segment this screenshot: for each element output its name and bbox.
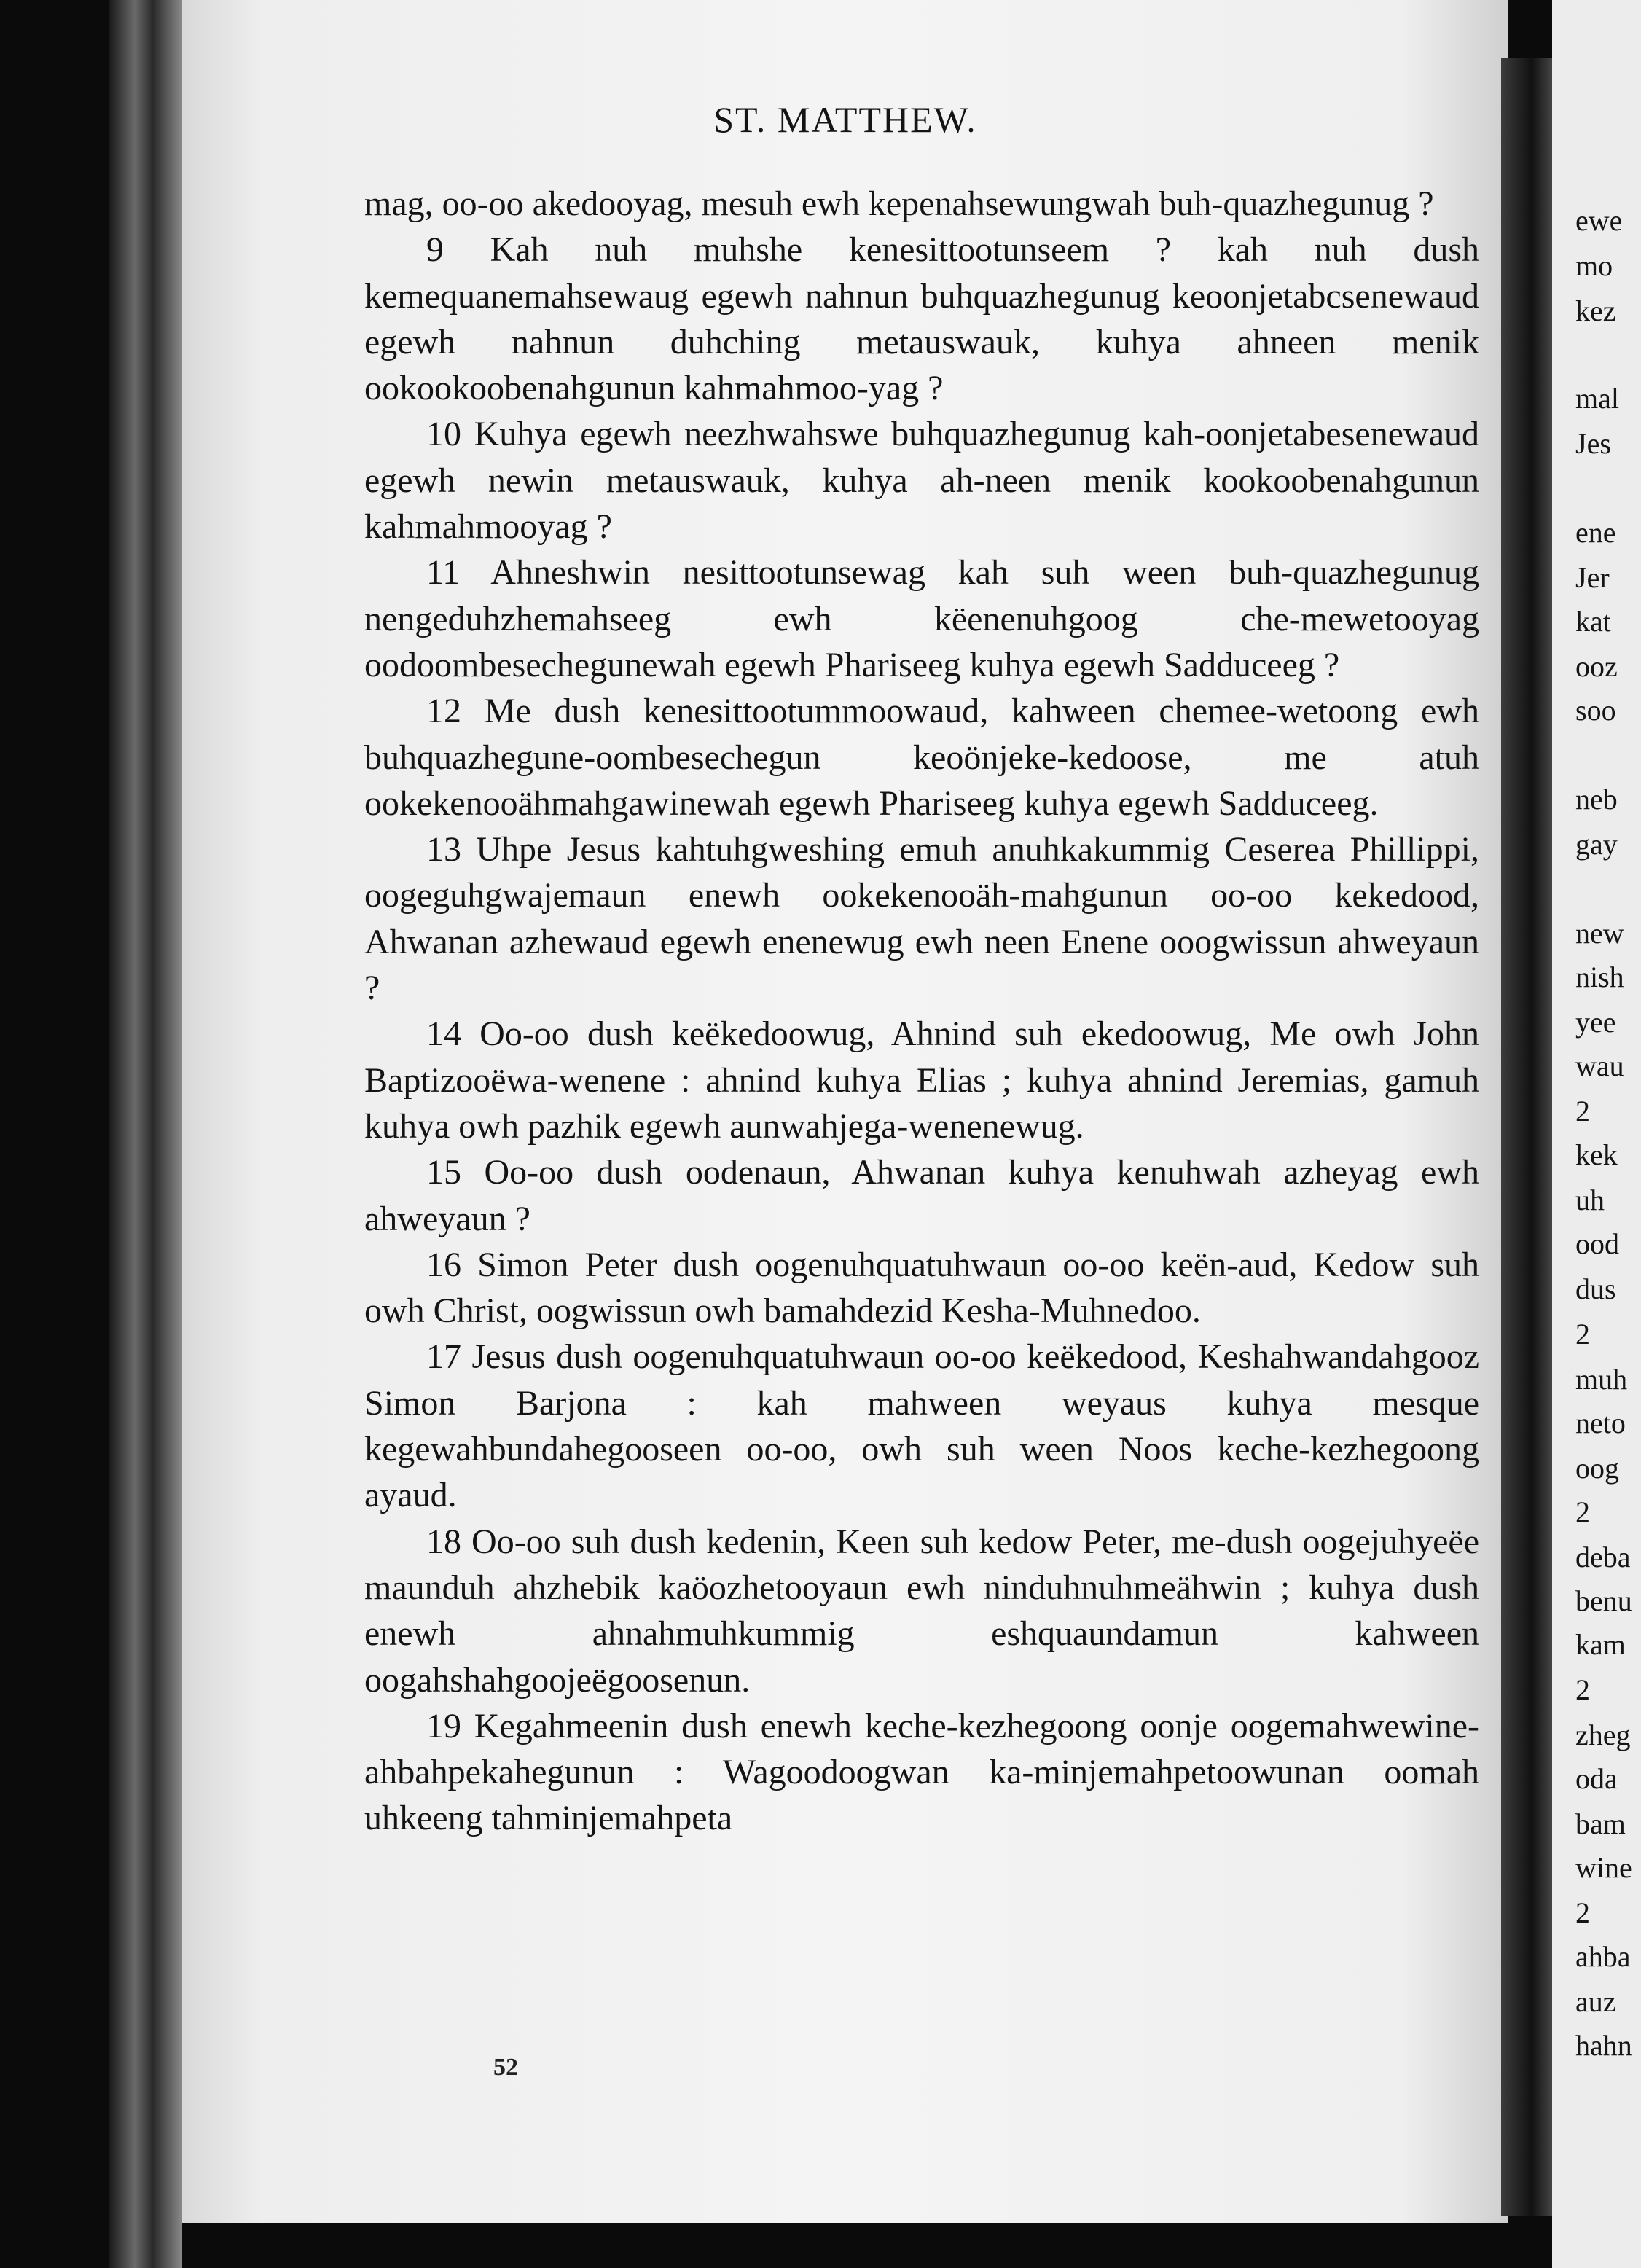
facing-fragment: ahba: [1575, 1940, 1631, 1973]
facing-fragment: ooz: [1575, 650, 1618, 683]
facing-fragment: soo: [1575, 694, 1616, 727]
verse-19: 19 Kegahmeenin dush enewh keche-kezhegoong oonje oogemahwewine-ahbahpekahegunun : Wagoodoogwan ka-minjemahpetoowunan oomah uhkeeng tahminjemahpeta: [364, 1706, 1479, 1838]
facing-fragment: oog: [1575, 1452, 1619, 1485]
facing-fragment: kek: [1575, 1138, 1618, 1171]
verse-16: 16 Simon Peter dush oogenuhquatuhwaun oo-oo keën-aud, Kedow suh owh Christ, oogwissun owh bamahdezid Kesha-Muhnedoo.: [364, 1245, 1479, 1331]
body-text: [364, 181, 1479, 1842]
facing-fragment: 2: [1575, 1673, 1590, 1706]
facing-fragment: nish: [1575, 961, 1624, 993]
facing-page-edge: [1552, 0, 1641, 2268]
facing-fragment: ene: [1575, 516, 1616, 549]
verse-11: 11 Ahneshwin nesittootunsewag kah suh ween buh-quazhegunug nengeduhzhemahseeg ewh këenenuhgoog che-mewetooyag oodoombesechegunewah egewh Phariseeg kuhya egewh Sadduceeg ?: [364, 553, 1479, 684]
facing-fragment: 2: [1575, 1095, 1590, 1127]
verse-13: 13 Uhpe Jesus kahtuhgweshing emuh anuhkakummig Ceserea Phillippi, oogeguhgwajemaun enewh ookekenooäh-mahgunun oo-oo kekedood, Ahwanan azhewaud egewh enenewug ewh neen Enene ooogwissun ahweyaun ?: [364, 830, 1479, 1008]
facing-fragment: mal: [1575, 382, 1619, 415]
verse-18: 18 Oo-oo suh dush kedenin, Keen suh kedow Peter, me-dush oogejuhyeëe maunduh ahzhebik kaöozhetooyaun ewh ninduhnuhmeähwin ; kuhya dush enewh ahnahmuhkummig eshquaundamun kahween oogahshahgoojeëgoosenun.: [364, 1522, 1479, 1700]
facing-fragment: ood: [1575, 1227, 1619, 1260]
verse-14: 14 Oo-oo dush keëkedoowug, Ahnind suh ekedoowug, Me owh John Baptizooëwa-wenene : ahnind kuhya Elias ; kuhya ahnind Jeremias, gamuh kuhya owh pazhik egewh aunwahjega-wenenewug.: [364, 1014, 1479, 1146]
facing-fragment: muh: [1575, 1363, 1628, 1396]
facing-fragment: yee: [1575, 1006, 1616, 1039]
facing-fragment: uh: [1575, 1184, 1605, 1216]
verse-10: 10 Kuhya egewh neezhwahswe buhquazhegunug kah-oonjetabesenewaud egewh newin metauswauk, kuhya ah-neen menik kookoobenahgunun kahmahmooyag ?: [364, 415, 1479, 547]
facing-fragment: wau: [1575, 1049, 1624, 1082]
facing-fragment: mo: [1575, 249, 1613, 282]
page-number: 52: [493, 2054, 518, 2081]
running-head: ST. MATTHEW.: [713, 99, 977, 140]
facing-fragment: neto: [1575, 1407, 1626, 1439]
facing-fragment: gay: [1575, 828, 1618, 861]
facing-fragment: benu: [1575, 1584, 1632, 1617]
book-spine: [109, 0, 182, 2268]
facing-fragment: hahn: [1575, 2029, 1632, 2062]
verse-9: 9 Kah nuh muhshe kenesittootunseem ? kah nuh dush kemequanemahsewaug egewh nahnun buhquazhegunug keoonjetabcsenewaud egewh nahnun duhching metauswauk, kuhya ahneen menik ookookoobenahgunun kahmahmoo-yag ?: [364, 230, 1479, 408]
facing-fragment: Jes: [1575, 427, 1611, 460]
facing-fragment: neb: [1575, 783, 1618, 816]
facing-fragment: 2: [1575, 1495, 1590, 1528]
facing-fragment: ewe: [1575, 204, 1623, 237]
verse-continuation: mag, oo-oo akedooyag, mesuh ewh kepenahsewungwah buh-quazhegunug ?: [364, 184, 1434, 223]
facing-fragment: oda: [1575, 1762, 1618, 1795]
facing-fragment: Jer: [1575, 561, 1610, 594]
facing-fragment: kat: [1575, 605, 1611, 638]
facing-fragment: 2: [1575, 1896, 1590, 1929]
page-gutter: [1501, 58, 1552, 2216]
facing-fragment: deba: [1575, 1541, 1631, 1573]
facing-fragment: dus: [1575, 1272, 1616, 1305]
facing-fragment: kam: [1575, 1628, 1626, 1661]
facing-fragment: auz: [1575, 1985, 1616, 2018]
facing-fragment: wine: [1575, 1851, 1632, 1884]
verse-12: 12 Me dush kenesittootummoowaud, kahween chemee-wetoong ewh buhquazhegune-oombesechegun keoönjeke-kedoose, me atuh ookekenooähmahgawinewah egewh Phariseeg kuhya egewh Sadduceeg.: [364, 692, 1479, 823]
facing-fragment: 2: [1575, 1318, 1590, 1350]
facing-fragment: new: [1575, 917, 1624, 950]
facing-fragment: kez: [1575, 294, 1616, 327]
facing-fragment: bam: [1575, 1807, 1626, 1840]
verse-17: 17 Jesus dush oogenuhquatuhwaun oo-oo keëkedood, Keshahwandahgooz Simon Barjona : kah mahween weyaus kuhya mesque kegewahbundahegooseen oo-oo, owh suh ween Noos keche-kezhegoong ayaud.: [364, 1337, 1479, 1515]
facing-fragment: zheg: [1575, 1718, 1631, 1751]
verse-15: 15 Oo-oo dush oodenaun, Ahwanan kuhya kenuhwah azheyag ewh ahweyaun ?: [364, 1153, 1479, 1238]
